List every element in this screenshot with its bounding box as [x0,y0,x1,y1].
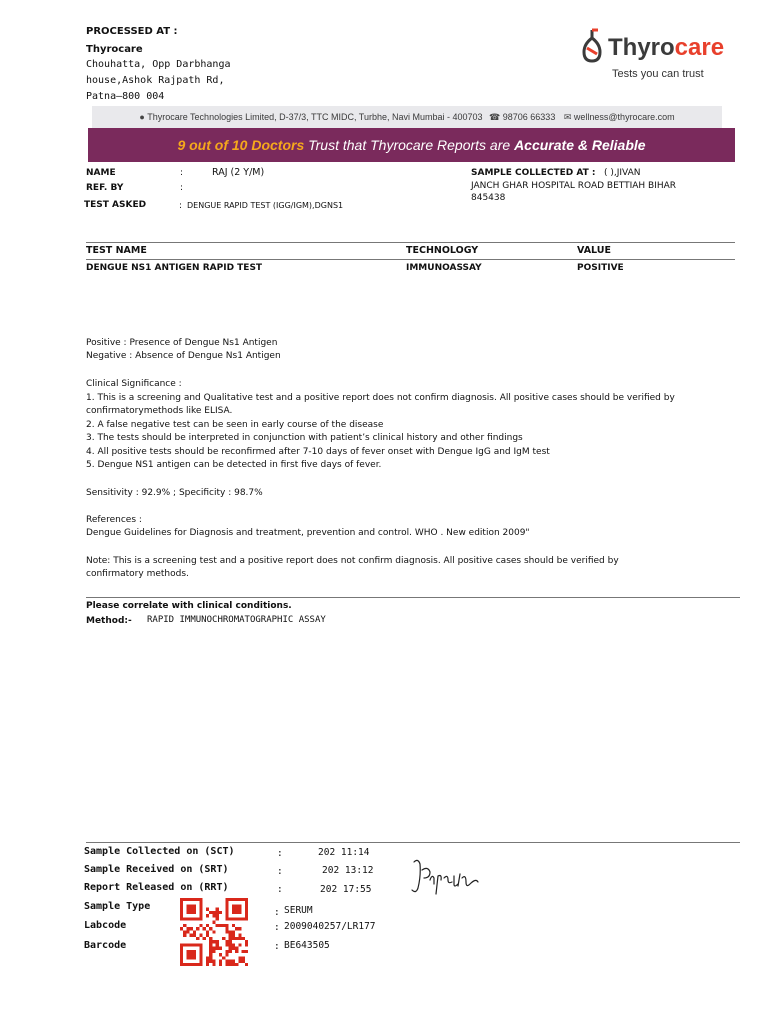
logo-wordmark-part2: care [674,34,725,61]
doctor-signature [408,854,486,898]
table-top-rule [86,242,735,243]
sample-type-sep: : [274,907,280,918]
sample-collected-value: ( ),JIVAN [604,168,641,178]
patient-name-value: RAJ (2 Y/M) [212,167,265,178]
correlate-text: Please correlate with clinical conditions. [86,601,292,611]
result-value: POSITIVE [577,263,624,273]
logo-tagline: Tests you can trust [612,68,704,80]
processed-heading: PROCESSED AT : [86,26,178,37]
header-value: VALUE [577,245,611,256]
clinical-item: 3. The tests should be interpreted in conjunction with patient’s clinical history and other findings [86,433,523,443]
footer-rule [86,842,740,843]
sample-collected-address: JANCH GHAR HOSPITAL ROAD BETTIAH BIHAR [471,181,677,191]
logo-wordmark [608,34,724,62]
banner-headline [88,137,735,153]
header-test-name: TEST NAME [86,245,147,256]
sample-type-value: SERUM [284,905,313,916]
sample-collected-on-label: Sample Collected on (SCT) [84,846,235,857]
clinical-significance-heading: Clinical Significance : [86,379,182,389]
barcode-label: Barcode [84,940,127,951]
qr-code-icon [180,897,248,967]
report-released-on-value: 202 17:55 [320,884,372,895]
positive-definition: Positive : Presence of Dengue Ns1 Antigen [86,338,278,348]
barcode-sep: : [274,941,280,952]
header-technology: TECHNOLOGY [406,245,479,256]
labcode-value: 2009040257/LR177 [284,921,376,932]
whatsapp-icon: ☎ [489,112,501,122]
clinical-item: 1. This is a screening and Qualitative test and a positive report does not confirm diagnosis. All positive cases should be verified by [86,393,675,403]
note-line: Note: This is a screening test and a positive report does not confirm diagnosis. All positive cases should be verified by [86,556,619,566]
banner-headline-highlight: 9 out of 10 Doctors [177,137,305,153]
lab-address-line: house,Ashok Rajpath Rd, [86,75,225,86]
sample-collected-pincode: 845438 [471,193,506,203]
method-label: Method:- [86,616,132,626]
note-line: confirmatory methods. [86,569,189,579]
correlate-rule [86,597,740,598]
sample-collected-on-value: 202 11:14 [318,847,370,858]
banner-address: Thyrocare Technologies Limited, D-37/3, TTC MIDC, Turbhe, Navi Mumbai - 400703 [147,112,483,122]
sample-collected-label: SAMPLE COLLECTED AT : [471,168,596,178]
test-asked-label: TEST ASKED [84,200,147,210]
table-header-rule [86,259,735,260]
references-text: Dengue Guidelines for Diagnosis and treatment, prevention and control. WHO . New edition 2009" [86,528,530,538]
banner-headline-strip [88,128,735,162]
report-released-on-sep: : [277,884,283,895]
sample-received-on-value: 202 13:12 [322,865,374,876]
labcode-label: Labcode [84,920,127,931]
banner-headline-middle: Trust that Thyrocare Reports are [304,137,515,153]
result-technology: IMMUNOASSAY [406,263,482,273]
sample-collected-on-sep: : [277,848,283,859]
method-value: RAPID IMMUNOCHROMATOGRAPHIC ASSAY [147,615,326,625]
test-asked-sep: : [179,201,183,211]
clinical-item: 2. A false negative test can be seen in early course of the disease [86,420,384,430]
banner-contact-text [92,112,722,123]
banner-headline-emphasis: Accurate & Reliable [514,137,646,153]
ref-by-sep: : [180,183,184,193]
lab-address-line: Chouhatta, Opp Darbhanga [86,59,231,70]
references-heading: References : [86,515,142,525]
sample-received-on-sep: : [277,866,283,877]
result-test-name: DENGUE NS1 ANTIGEN RAPID TEST [86,263,263,273]
sensitivity-specificity: Sensitivity : 92.9% ; Specificity : 98.7% [86,488,263,498]
clinical-item: 5. Dengue NS1 antigen can be detected in first five days of fever. [86,460,382,470]
test-asked-value: DENGUE RAPID TEST (IGG/IGM),DGNS1 [187,201,344,210]
logo-wordmark-part1: Thyro [608,34,675,61]
sample-received-on-label: Sample Received on (SRT) [84,864,229,875]
lab-name: Thyrocare [86,44,143,55]
clinical-item: confirmatorymethods like ELISA. [86,406,233,416]
ref-by-label: REF. BY [86,183,124,193]
patient-name-sep: : [180,168,184,178]
clinical-item: 4. All positive tests should be reconfirmed after 7-10 days of fever onset with Dengue IgG and IgM test [86,447,550,457]
barcode-value: BE643505 [284,940,330,951]
banner-phone: 98706 66333 [502,112,556,122]
negative-definition: Negative : Absence of Dengue Ns1 Antigen [86,351,281,361]
banner-contact-strip [92,106,722,130]
location-icon: ● [139,112,145,122]
sample-type-label: Sample Type [84,901,151,912]
patient-name-label: NAME [86,168,116,178]
banner-email: wellness@thyrocare.com [573,112,675,122]
labcode-sep: : [274,922,280,933]
mail-icon: ✉ [563,112,572,122]
lab-address-line: Patna–800 004 [86,91,165,102]
report-released-on-label: Report Released on (RRT) [84,882,229,893]
thyrocare-logo-icon [578,28,606,64]
